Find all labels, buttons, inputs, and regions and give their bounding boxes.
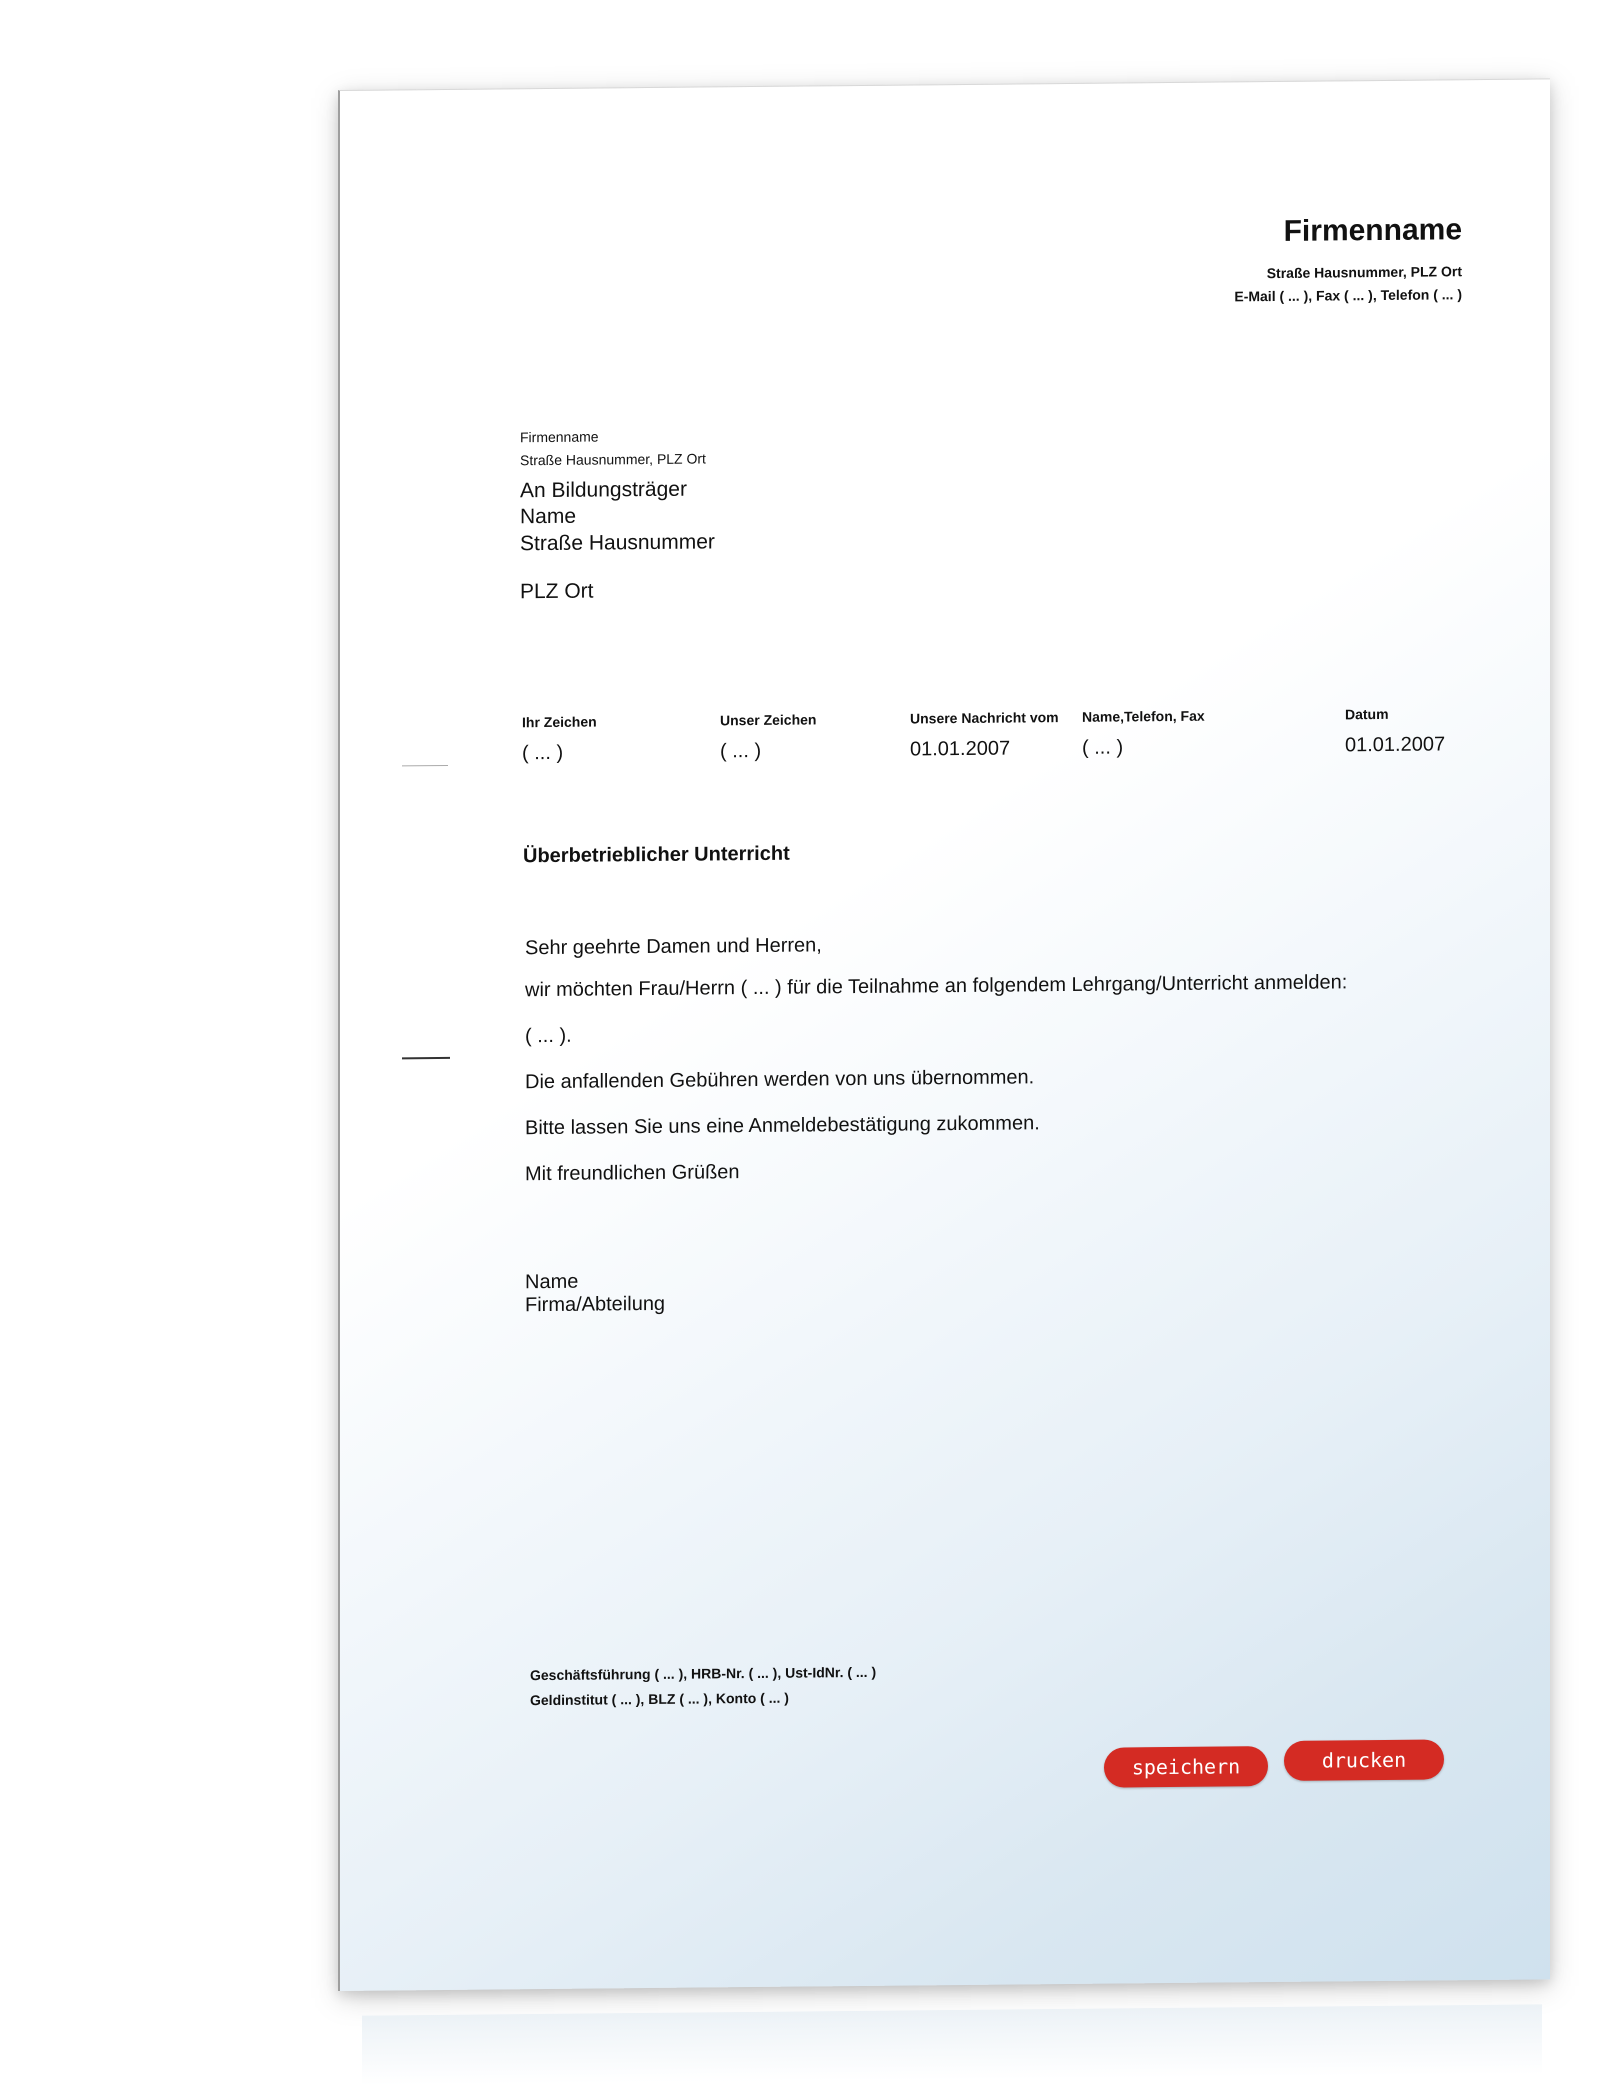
footer-line-1: Geschäftsführung ( ... ), HRB-Nr. ( ... ), Ust-IdNr. ( ... ) xyxy=(530,1663,877,1684)
ref-value-datum: 01.01.2007 xyxy=(1345,733,1446,757)
sender-name: Firmenname xyxy=(520,428,599,446)
letterhead-company-name: Firmenname xyxy=(1283,213,1462,248)
fold-mark-top xyxy=(402,765,448,766)
letter-paragraph-1: wir möchten Frau/Herrn ( ... ) für die Teilnahme an folgendem Lehrgang/Unterricht anmelden: xyxy=(525,971,1348,1002)
ref-label-ihr-zeichen: Ihr Zeichen xyxy=(522,713,597,731)
letterhead-address: Straße Hausnummer, PLZ Ort xyxy=(1266,263,1462,282)
letter-paragraph-4: Bitte lassen Sie uns eine Anmeldebestätigung zukommen. xyxy=(525,1112,1040,1140)
recipient-line-2: Name xyxy=(520,504,577,529)
signature-name: Name xyxy=(525,1270,579,1294)
letter-subject: Überbetrieblicher Unterricht xyxy=(523,842,790,868)
ref-value-ihr-zeichen: ( ... ) xyxy=(522,741,564,765)
letter-salutation: Sehr geehrte Damen und Herren, xyxy=(525,934,822,960)
letter-paragraph-2: ( ... ). xyxy=(525,1024,572,1048)
ref-label-unser-zeichen: Unser Zeichen xyxy=(720,711,817,729)
save-button[interactable]: speichern xyxy=(1104,1746,1268,1788)
sender-address: Straße Hausnummer, PLZ Ort xyxy=(520,450,706,469)
ref-label-datum: Datum xyxy=(1345,705,1389,723)
ref-value-name-telefon-fax: ( ... ) xyxy=(1082,736,1124,759)
print-button[interactable]: drucken xyxy=(1284,1739,1444,1781)
ref-label-name-telefon-fax: Name,Telefon, Fax xyxy=(1082,707,1205,725)
signature-department: Firma/Abteilung xyxy=(525,1292,666,1317)
letter-paragraph-3: Die anfallenden Gebühren werden von uns übernommen. xyxy=(525,1066,1035,1094)
recipient-line-4: PLZ Ort xyxy=(520,579,594,604)
recipient-line-3: Straße Hausnummer xyxy=(520,530,715,556)
footer-line-2: Geldinstitut ( ... ), BLZ ( ... ), Konto ( ... ) xyxy=(530,1689,789,1709)
page-reflection xyxy=(362,2004,1542,2085)
letter-page xyxy=(338,78,1550,1991)
letter-closing: Mit freundlichen Grüßen xyxy=(525,1161,740,1186)
ref-value-unser-zeichen: ( ... ) xyxy=(720,739,762,763)
recipient-line-1: An Bildungsträger xyxy=(520,477,687,503)
ref-value-unsere-nachricht: 01.01.2007 xyxy=(910,737,1011,761)
ref-label-unsere-nachricht: Unsere Nachricht vom xyxy=(910,709,1059,727)
fold-mark-middle xyxy=(402,1057,450,1059)
letterhead-contact: E-Mail ( ... ), Fax ( ... ), Telefon ( ... ) xyxy=(1234,286,1462,305)
